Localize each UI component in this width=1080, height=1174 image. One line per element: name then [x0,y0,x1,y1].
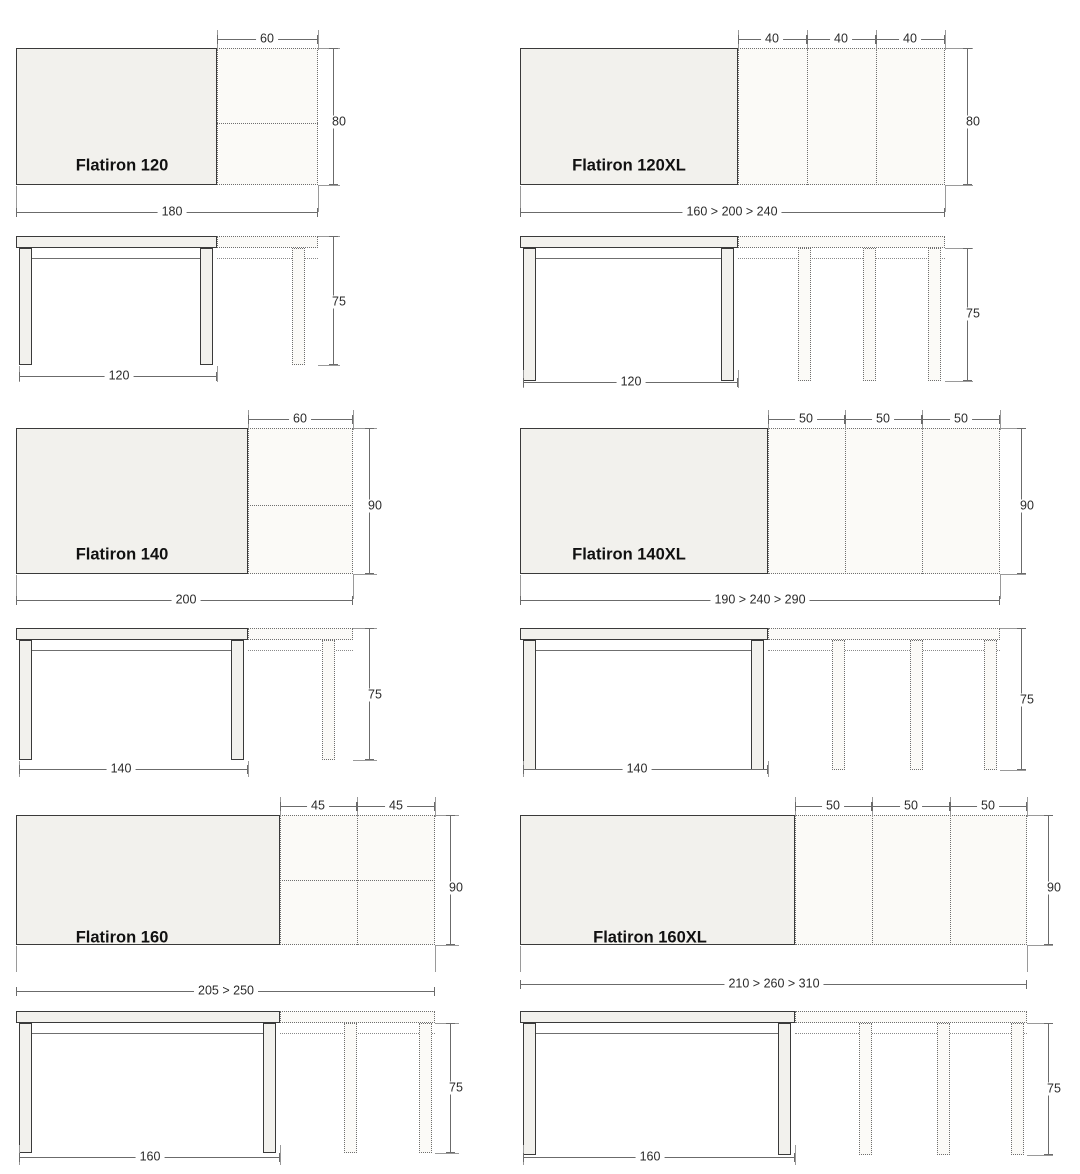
model-name-label: Flatiron 160XL [593,928,707,947]
elevation-extension-leg [859,1023,872,1155]
dim-label-depth: 90 [364,500,386,513]
ext-line [318,365,340,366]
plan-extension-leaf [738,48,945,185]
elevation-extension-leg [1011,1023,1024,1155]
elevation-tabletop [16,1011,280,1023]
ext-line [435,945,459,946]
dim-label-total-width: 160 > 200 > 240 [682,206,781,219]
elevation-leg-right [721,248,734,381]
dim-label-base-width: 160 [636,1151,665,1164]
ext-line [318,186,319,212]
dim-label-height: 75 [1043,1083,1065,1096]
elevation-leg-right [778,1023,791,1155]
ext-line [435,1153,459,1154]
elevation-leg-left [523,640,536,770]
elevation-extension-leg [292,248,305,365]
elevation-extension-leg [984,640,997,770]
plan-leaf-split [872,815,873,945]
ext-line [1000,574,1026,575]
elevation-extension-top [280,1011,435,1023]
variant-flatiron-120xl [510,0,1070,395]
ext-line [795,1145,796,1165]
elevation-leg-right [231,640,244,760]
plan-leaf-split [876,48,877,185]
ext-line [945,381,973,382]
ext-line [353,760,377,761]
elevation-tabletop [520,628,768,640]
ext-line [1000,575,1001,599]
plan-leaf-split [950,815,951,945]
elevation-extension-leg [937,1023,950,1155]
dim-label-extension: 40 [761,33,783,46]
dim-label-base-width: 120 [105,370,134,383]
dim-label-extension: 40 [830,33,852,46]
variant-flatiron-160xl [510,775,1080,1174]
elevation-extension-top [248,628,353,640]
plan-leaf-split [807,48,808,185]
plan-extension-leaf [768,428,1000,574]
elevation-extension-top [217,236,318,248]
model-name-label: Flatiron 140XL [572,545,686,564]
dim-label-extension: 40 [899,33,921,46]
elevation-leg-left [19,248,32,365]
ext-line [217,366,218,382]
dim-label-extension: 60 [256,33,278,46]
plan-leaf-split [248,505,353,506]
elevation-apron [24,258,210,259]
plan-extension-leaf [795,815,1027,945]
plan-extension-leaf [248,428,353,574]
plan-solid-top [16,815,280,945]
dim-label-extension: 50 [872,413,894,426]
ext-line [318,30,319,50]
dim-label-height: 75 [962,308,984,321]
elevation-extension-leg [863,248,876,381]
elevation-apron [528,650,761,651]
elevation-extension-leg [344,1023,357,1153]
ext-line [738,370,739,388]
ext-line [435,797,436,817]
ext-line [353,574,377,575]
dim-label-extension: 50 [795,413,817,426]
ext-line [1027,1155,1053,1156]
elevation-tabletop [16,628,248,640]
dim-label-height: 75 [328,296,350,309]
elevation-leg-left [523,1023,536,1155]
dim-label-extension: 50 [977,800,999,813]
ext-line [1000,770,1026,771]
elevation-leg-right [263,1023,276,1153]
ext-line [945,185,973,186]
dim-label-height: 75 [364,689,386,702]
plan-leaf-split [217,123,318,124]
elevation-apron [528,258,730,259]
elevation-apron [528,1033,788,1034]
ext-line [1027,945,1053,946]
plan-leaf-split [922,428,923,574]
dim-label-depth: 80 [962,116,984,129]
elevation-tabletop [520,236,738,248]
dim-label-height: 75 [1016,694,1038,707]
elevation-leg-right [200,248,213,365]
model-name-label: Flatiron 120 [75,156,169,175]
ext-line [280,1145,281,1165]
plan-extension-leaf [217,48,318,185]
elevation-leg-left [19,1023,32,1153]
plan-solid-top [520,815,795,945]
elevation-extension-apron [248,650,353,651]
elevation-extension-top [795,1011,1027,1023]
ext-line [945,186,946,212]
ext-line [435,946,436,972]
elevation-extension-top [768,628,1000,640]
elevation-extension-top [738,236,945,248]
ext-line [1000,410,1001,430]
ext-line [1027,946,1028,972]
variant-flatiron-140 [0,388,430,788]
ext-line [16,946,17,972]
elevation-tabletop [520,1011,795,1023]
elevation-extension-apron [768,650,1000,651]
elevation-apron [24,1033,273,1034]
elevation-extension-leg [928,248,941,381]
dim-label-extension: 50 [950,413,972,426]
dim-label-depth: 80 [328,116,350,129]
dim-label-extension: 45 [385,800,407,813]
elevation-leg-left [523,248,536,381]
dim-label-base-width: 160 [136,1151,165,1164]
elevation-extension-leg [419,1023,432,1153]
dim-label-depth: 90 [445,882,467,895]
dim-label-base-width: 140 [107,763,136,776]
ext-line [318,185,340,186]
dim-label-total-width: 180 [158,206,187,219]
elevation-apron [24,650,241,651]
elevation-extension-apron [795,1033,1027,1034]
plan-leaf-split [845,428,846,574]
model-name-label: Flatiron 140 [75,545,169,564]
dim-label-base-width: 120 [617,376,646,389]
model-name-label: Flatiron 120XL [572,156,686,175]
dim-label-total-width: 205 > 250 [194,985,258,998]
elevation-extension-leg [832,640,845,770]
elevation-leg-right [751,640,764,770]
elevation-extension-leg [910,640,923,770]
dim-label-extension: 60 [289,413,311,426]
model-name-label: Flatiron 160 [75,928,169,947]
elevation-tabletop [16,236,217,248]
elevation-extension-leg [798,248,811,381]
dim-label-depth: 90 [1016,500,1038,513]
elevation-extension-apron [280,1033,435,1034]
elevation-leg-left [19,640,32,760]
dim-label-extension: 45 [307,800,329,813]
ext-line [1027,797,1028,817]
variant-flatiron-160 [0,775,463,1174]
elevation-extension-leg [322,640,335,760]
elevation-extension-apron [738,258,945,259]
ext-line [945,30,946,50]
dim-label-extension: 50 [822,800,844,813]
dim-label-base-width: 140 [623,763,652,776]
variant-flatiron-120 [0,0,400,395]
ext-line [353,575,354,599]
ext-line [520,946,521,972]
variant-flatiron-140xl [510,388,1080,788]
dim-label-total-width: 210 > 260 > 310 [724,978,823,991]
dim-label-total-width: 190 > 240 > 290 [710,594,809,607]
dim-label-depth: 90 [1043,882,1065,895]
dim-label-total-width: 200 [172,594,201,607]
dim-label-height: 75 [445,1082,467,1095]
ext-line [353,410,354,430]
dim-label-extension: 50 [900,800,922,813]
plan-leaf-split [280,880,435,881]
